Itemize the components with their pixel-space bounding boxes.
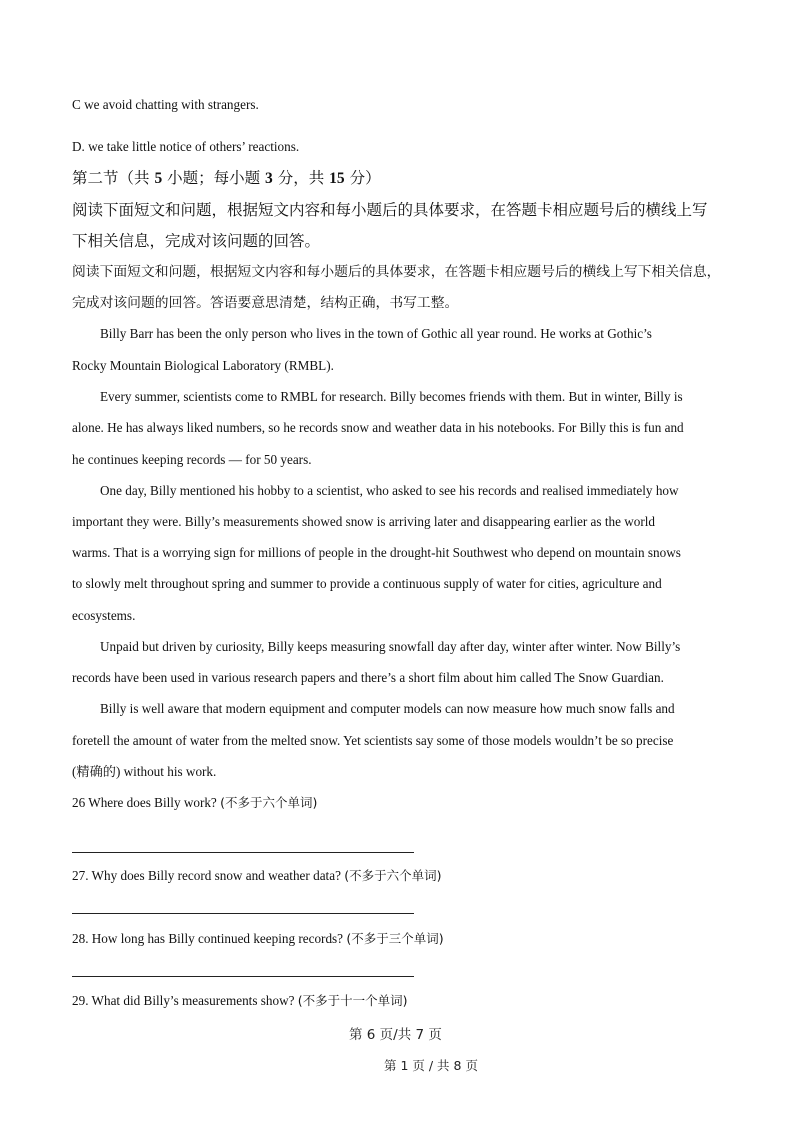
passage-line: Every summer, scientists come to RMBL for research. Billy becomes friends with them. But in winter, Billy is xyxy=(100,389,683,404)
passage-line: Billy Barr has been the only person who lives in the town of Gothic all year round. He works at Gothic’s xyxy=(100,326,652,341)
section-title-suffix: 分） xyxy=(344,169,381,187)
option-c: C we avoid chatting with strangers. xyxy=(72,97,259,112)
passage-line: important they were. Billy’s measurements showed snow is arriving later and disappearing earlier as the world xyxy=(72,514,656,529)
question-text: 27. Why does Billy record snow and weather data? xyxy=(72,868,345,883)
instruction-line-2: 下相关信息，完成对该问题的回答。 xyxy=(72,232,321,250)
answer-line-26[interactable] xyxy=(72,852,414,853)
passage-line: he continues keeping records — for 50 years. xyxy=(72,452,312,467)
instruction2-line-1: 阅读下面短文和问题，根据短文内容和每小题后的具体要求，在答题卡相应题号后的横线上写下相关信息， xyxy=(72,264,721,280)
passage-line: Rocky Mountain Biological Laboratory (RMBL). xyxy=(72,358,334,373)
passage-line: records have been used in various research papers and there’s a short film about him called The Snow Guardian. xyxy=(72,670,664,685)
passage-line: One day, Billy mentioned his hobby to a scientist, who asked to see his records and realised immediately how xyxy=(100,483,679,498)
passage-line: ecosystems. xyxy=(72,608,136,623)
passage-line: (精确的) without his work. xyxy=(72,764,217,779)
instruction2-line-2: 完成对该问题的回答。答语要意思清楚，结构正确，书写工整。 xyxy=(72,295,459,311)
question-text: 26 Where does Billy work? xyxy=(72,795,221,810)
word-limit: (不多于十一个单词) xyxy=(297,993,408,1008)
passage-line: Billy is well aware that modern equipment and computer models can now measure how much snow falls and xyxy=(100,701,675,716)
option-d: D. we take little notice of others’ reactions. xyxy=(72,139,300,154)
question-text: 28. How long has Billy continued keeping records? xyxy=(72,931,347,946)
section-title-mid2: 分，共 xyxy=(272,169,330,187)
inner-page-number: 第 6 页/共 7 页 xyxy=(349,1027,442,1043)
answer-line-28[interactable] xyxy=(72,976,414,977)
question-27 xyxy=(72,868,441,884)
instruction-line-1: 阅读下面短文和问题，根据短文内容和每小题后的具体要求，在答题卡相应题号后的横线上写 xyxy=(72,201,708,219)
passage-line: Unpaid but driven by curiosity, Billy keeps measuring snowfall day after day, winter after winter. Now Billy’s xyxy=(100,639,681,654)
question-text: 29. What did Billy’s measurements show? xyxy=(72,993,298,1008)
word-limit: (不多于三个单词) xyxy=(346,931,444,946)
question-count: 5 xyxy=(154,170,163,187)
answer-line-27[interactable] xyxy=(72,913,414,914)
question-28 xyxy=(72,931,444,947)
section-title xyxy=(72,168,381,189)
word-limit: (不多于六个单词) xyxy=(220,795,318,810)
passage-line: alone. He has always liked numbers, so he records snow and weather data in his notebooks. For Billy this is fun and xyxy=(72,420,684,435)
question-29 xyxy=(72,993,408,1009)
word-limit: (不多于六个单词) xyxy=(344,868,442,883)
points-each: 3 xyxy=(265,170,273,187)
question-26 xyxy=(72,795,317,811)
outer-page-number: 第 1 页 / 共 8 页 xyxy=(384,1058,478,1073)
passage-line: warms. That is a worrying sign for millions of people in the drought-hit Southwest who depend on mountain snows xyxy=(72,545,681,560)
passage-line: to slowly melt throughout spring and summer to provide a continuous supply of water for cities, agriculture and xyxy=(72,576,662,591)
section-title-mid1: 小题；每小题 xyxy=(162,169,266,187)
passage-line: foretell the amount of water from the melted snow. Yet scientists say some of those models wouldn’t be so precise xyxy=(72,733,674,748)
points-total: 15 xyxy=(329,170,345,187)
section-title-prefix: 第二节（共 xyxy=(72,169,155,187)
